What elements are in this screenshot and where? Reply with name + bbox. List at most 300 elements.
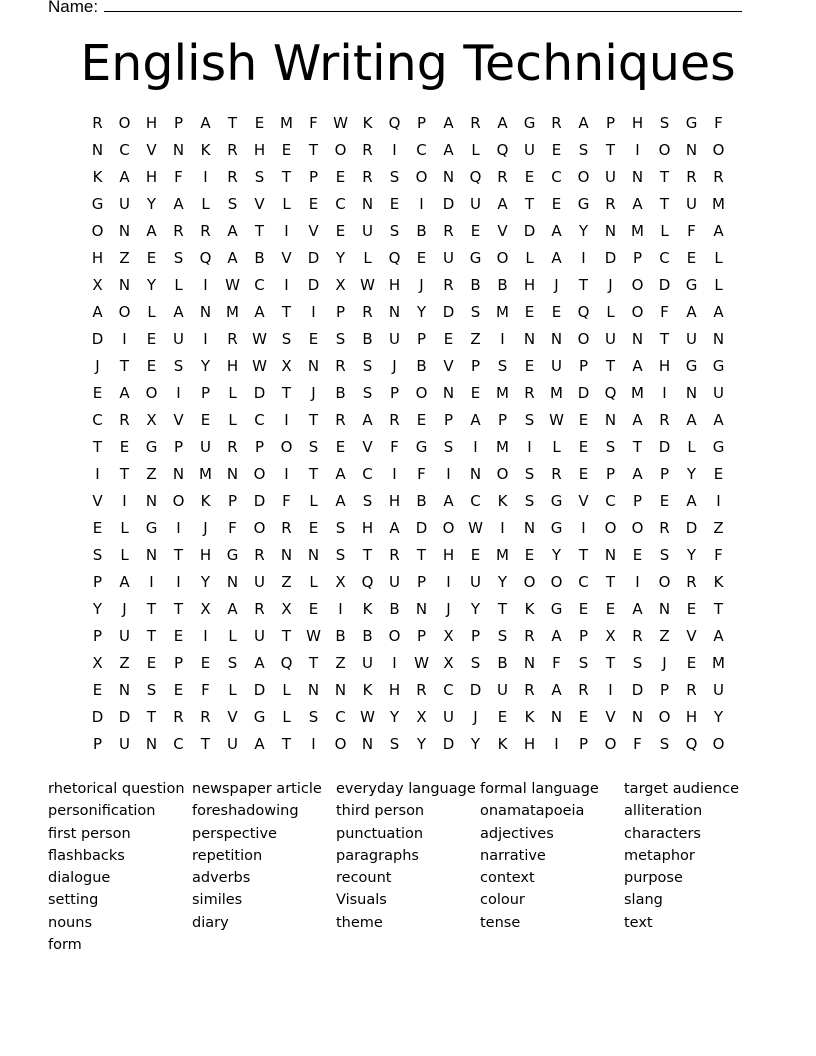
grid-letter: W [333,114,348,132]
grid-letter: I [203,168,208,186]
grid-letter: G [253,708,266,726]
word-column [624,778,768,956]
grid-letter: X [335,573,346,591]
grid-letter: L [309,492,318,510]
grid-letter: O [388,627,401,645]
grid-letter: K [200,492,211,510]
grid-letter: V [227,708,238,726]
grid-letter: X [335,276,346,294]
grid-letter: S [389,168,400,186]
grid-letter: H [145,168,158,186]
grid-letter: G [523,114,536,132]
grid-letter: R [551,465,562,483]
grid-letter: A [713,222,724,240]
grid-letter: F [174,168,183,186]
grid-letter: Y [686,546,697,564]
grid-letter: A [119,168,130,186]
grid-letter: T [605,141,616,159]
grid-letter: N [226,573,239,591]
grid-letter: U [470,195,481,213]
grid-letter: O [604,519,617,537]
grid-letter: M [496,303,509,321]
grid-letter: Y [200,357,211,375]
grid-letter: T [281,384,292,402]
grid-letter: O [523,573,536,591]
grid-letter: S [497,357,508,375]
grid-letter: G [550,492,563,510]
grid-letter: B [470,276,481,294]
word-item: onamatapoeia [480,803,585,820]
grid-letter: N [145,492,158,510]
grid-letter: S [497,627,508,645]
grid-letter: H [388,492,401,510]
grid-letter: U [713,681,724,699]
grid-letter: T [308,141,319,159]
grid-letter: P [605,465,616,483]
grid-letter: G [226,546,239,564]
grid-letter: E [119,438,130,456]
word-item: tense [480,914,521,931]
grid-letter: A [632,357,643,375]
grid-letter: L [282,708,291,726]
grid-letter: T [605,357,616,375]
grid-letter: M [712,195,725,213]
grid-letter: D [415,519,428,537]
grid-letter: G [712,438,725,456]
grid-letter: R [200,222,211,240]
grid-letter: F [417,465,426,483]
word-bank [48,778,768,956]
grid-letter: V [362,438,373,456]
grid-letter: R [92,114,103,132]
grid-letter: F [390,438,399,456]
grid-letter: O [577,168,590,186]
grid-letter: J [662,654,667,672]
grid-letter: J [203,519,208,537]
grid-letter: P [173,654,184,672]
grid-letter: A [686,303,697,321]
word-item: dialogue [48,870,111,887]
grid-letter: K [713,573,724,591]
grid-letter: N [604,222,617,240]
grid-letter: E [173,627,184,645]
grid-letter: S [308,708,319,726]
grid-letter: H [523,276,536,294]
grid-letter: S [470,303,481,321]
name-label: Name: [48,0,99,16]
grid-letter: P [173,438,184,456]
grid-letter: T [632,438,643,456]
grid-letter: E [686,654,697,672]
word-item: alliteration [624,803,703,820]
grid-letter: Y [578,222,589,240]
grid-letter: A [254,654,265,672]
grid-letter: A [389,519,400,537]
grid-letter: P [308,168,319,186]
grid-letter: E [578,438,589,456]
grid-letter: P [92,573,103,591]
grid-letter: O [631,276,644,294]
grid-letter: M [280,114,293,132]
grid-letter: N [199,303,212,321]
grid-letter: H [442,546,455,564]
grid-row [84,137,732,164]
grid-letter: U [227,735,238,753]
grid-letter: N [361,195,374,213]
grid-row [84,515,732,542]
grid-letter: N [550,330,563,348]
grid-letter: A [551,627,562,645]
grid-letter: J [446,600,451,618]
grid-letter: S [578,654,589,672]
grid-letter: U [254,573,265,591]
grid-letter: L [282,681,291,699]
grid-letter: I [284,411,289,429]
grid-letter: A [173,303,184,321]
word-item: target audience [624,781,740,797]
grid-letter: S [335,546,346,564]
grid-letter: P [632,492,643,510]
grid-letter: H [658,357,671,375]
grid-letter: A [227,249,238,267]
grid-letter: D [307,276,320,294]
grid-letter: N [307,546,320,564]
grid-letter: P [443,411,454,429]
grid-letter: S [659,114,670,132]
grid-letter: L [282,195,291,213]
grid-letter: V [173,411,184,429]
grid-letter: O [334,141,347,159]
grid-letter: E [335,222,346,240]
grid-letter: X [92,654,103,672]
grid-row [84,326,732,353]
grid-letter: O [415,384,428,402]
grid-letter: I [716,492,721,510]
grid-letter: C [335,708,346,726]
grid-letter: I [203,330,208,348]
grid-letter: Y [497,573,508,591]
grid-letter: U [524,141,535,159]
grid-letter: H [388,681,401,699]
grid-letter: E [146,330,157,348]
grid-letter: F [714,114,723,132]
grid-letter: Q [388,249,401,267]
grid-letter: D [91,330,104,348]
grid-letter: S [335,330,346,348]
grid-letter: A [227,600,238,618]
word-item: Visuals [336,892,387,909]
grid-letter: O [172,492,185,510]
grid-letter: P [416,114,427,132]
grid-letter: E [308,519,319,537]
grid-letter: I [311,303,316,321]
grid-letter: E [443,330,454,348]
grid-letter: E [308,330,319,348]
grid-letter: B [497,654,508,672]
page-title: English Writing Techniques [80,35,736,92]
grid-letter: Q [199,249,212,267]
grid-letter: P [578,357,589,375]
grid-letter: I [392,141,397,159]
grid-letter: G [145,438,158,456]
grid-letter: U [389,330,400,348]
grid-letter: A [335,465,346,483]
grid-letter: A [254,735,265,753]
grid-letter: I [500,519,505,537]
grid-letter: W [306,627,321,645]
grid-letter: A [92,303,103,321]
grid-letter: S [227,195,238,213]
grid-letter: O [631,303,644,321]
grid-letter: Q [577,303,590,321]
grid-letter: C [605,492,616,510]
grid-letter: S [524,465,535,483]
grid-letter: E [92,681,103,699]
grid-letter: W [549,411,564,429]
grid-letter: A [254,303,265,321]
grid-letter: D [631,681,644,699]
grid-letter: E [605,600,616,618]
grid-letter: E [92,519,103,537]
grid-letter: T [605,654,616,672]
grid-letter: Y [686,465,697,483]
grid-letter: D [442,303,455,321]
grid-letter: N [550,708,563,726]
grid-letter: O [604,735,617,753]
grid-letter: P [605,114,616,132]
grid-letter: A [443,492,454,510]
grid-letter: D [685,519,698,537]
grid-letter: A [686,411,697,429]
grid-letter: R [632,627,643,645]
grid-letter: L [201,195,210,213]
grid-letter: N [334,681,347,699]
grid-row [84,191,732,218]
word-item: adverbs [192,870,251,887]
grid-letter: C [416,141,427,159]
grid-letter: N [658,600,671,618]
grid-letter: T [524,195,535,213]
grid-letter: T [173,546,184,564]
grid-letter: A [335,492,346,510]
grid-letter: D [658,276,671,294]
grid-letter: N [523,519,536,537]
grid-letter: F [687,222,696,240]
grid-letter: I [122,492,127,510]
grid-row [84,353,732,380]
grid-letter: N [145,546,158,564]
grid-letter: E [551,141,562,159]
grid-letter: V [308,222,319,240]
grid-letter: V [686,627,697,645]
grid-letter: F [714,546,723,564]
grid-letter: A [551,249,562,267]
grid-letter: V [146,141,157,159]
grid-letter: P [254,438,265,456]
grid-letter: X [416,708,427,726]
grid-letter: E [416,249,427,267]
grid-letter: L [660,222,669,240]
grid-letter: R [551,114,562,132]
grid-letter: Z [659,627,670,645]
grid-letter: T [281,735,292,753]
grid-letter: B [497,276,508,294]
grid-letter: L [120,519,129,537]
grid-letter: H [388,276,401,294]
grid-letter: S [92,546,103,564]
grid-letter: I [176,573,181,591]
grid-letter: I [446,573,451,591]
grid-letter: I [176,384,181,402]
grid-letter: E [551,303,562,321]
grid-letter: U [497,681,508,699]
grid-row [84,542,732,569]
grid-letter: J [608,276,613,294]
grid-letter: P [92,627,103,645]
grid-letter: X [281,600,292,618]
grid-letter: D [658,438,671,456]
grid-letter: Q [388,114,401,132]
grid-letter: M [496,438,509,456]
grid-letter: S [173,357,184,375]
grid-letter: R [335,411,346,429]
grid-letter: L [714,249,723,267]
grid-letter: N [118,276,131,294]
grid-letter: Y [470,735,481,753]
grid-letter: S [389,735,400,753]
grid-letter: A [632,600,643,618]
grid-letter: Z [119,654,130,672]
grid-letter: K [92,168,103,186]
word-item: text [624,914,653,931]
grid-letter: R [497,168,508,186]
grid-letter: I [176,519,181,537]
grid-letter: A [443,141,454,159]
grid-letter: N [91,141,104,159]
grid-letter: E [524,168,535,186]
grid-letter: E [578,708,589,726]
grid-letter: R [281,519,292,537]
grid-letter: S [659,546,670,564]
grid-letter: S [227,654,238,672]
grid-letter: Y [146,195,157,213]
grid-letter: K [524,708,535,726]
grid-letter: A [497,195,508,213]
word-item: recount [336,870,392,887]
grid-letter: Y [200,573,211,591]
grid-letter: R [173,708,184,726]
grid-letter: D [523,222,536,240]
grid-letter: C [254,276,265,294]
grid-letter: X [281,357,292,375]
letter-grid [84,110,732,758]
grid-letter: I [662,384,667,402]
grid-letter: J [554,276,559,294]
grid-letter: U [362,222,373,240]
grid-letter: T [146,627,157,645]
grid-row [84,596,732,623]
grid-row [84,407,732,434]
grid-letter: K [200,141,211,159]
grid-letter: R [227,141,238,159]
grid-letter: T [173,600,184,618]
grid-letter: S [470,654,481,672]
grid-letter: Q [685,735,698,753]
grid-letter: I [284,222,289,240]
grid-letter: P [200,384,211,402]
grid-row [84,299,732,326]
grid-letter: T [497,600,508,618]
grid-letter: U [362,654,373,672]
grid-letter: H [523,735,536,753]
grid-letter: U [470,573,481,591]
grid-letter: R [173,222,184,240]
grid-letter: E [416,411,427,429]
grid-letter: Z [713,519,724,537]
grid-letter: O [712,141,725,159]
grid-letter: B [362,330,373,348]
grid-letter: T [281,627,292,645]
grid-letter: D [118,708,131,726]
grid-letter: Q [604,384,617,402]
grid-letter: A [497,114,508,132]
grid-letter: A [119,573,130,591]
grid-letter: R [524,627,535,645]
word-item: third person [336,803,425,820]
grid-letter: T [308,654,319,672]
grid-letter: O [253,519,266,537]
grid-letter: R [389,411,400,429]
grid-row [84,110,732,137]
grid-letter: R [713,168,724,186]
grid-letter: R [659,519,670,537]
grid-letter: J [95,357,100,375]
grid-letter: E [524,357,535,375]
grid-letter: N [388,303,401,321]
name-underline [104,0,742,12]
grid-letter: A [713,303,724,321]
grid-letter: Q [469,168,482,186]
grid-letter: P [416,330,427,348]
grid-letter: G [550,600,563,618]
grid-letter: O [118,303,131,321]
grid-letter: S [173,249,184,267]
grid-letter: E [308,195,319,213]
grid-letter: C [443,681,454,699]
word-column [336,778,480,956]
word-item: metaphor [624,847,695,864]
word-item: characters [624,825,701,842]
grid-letter: R [470,114,481,132]
grid-letter: I [446,465,451,483]
grid-letter: R [443,276,454,294]
grid-letter: I [635,141,640,159]
grid-letter: N [604,546,617,564]
grid-letter: N [712,330,725,348]
grid-letter: C [659,249,670,267]
grid-letter: N [415,600,428,618]
word-item: perspective [192,825,277,842]
grid-letter: T [146,708,157,726]
grid-letter: A [713,411,724,429]
grid-letter: H [253,141,266,159]
grid-letter: N [307,357,320,375]
grid-letter: U [389,573,400,591]
grid-letter: R [227,438,238,456]
grid-letter: T [308,411,319,429]
grid-letter: L [228,627,237,645]
grid-letter: T [254,222,265,240]
